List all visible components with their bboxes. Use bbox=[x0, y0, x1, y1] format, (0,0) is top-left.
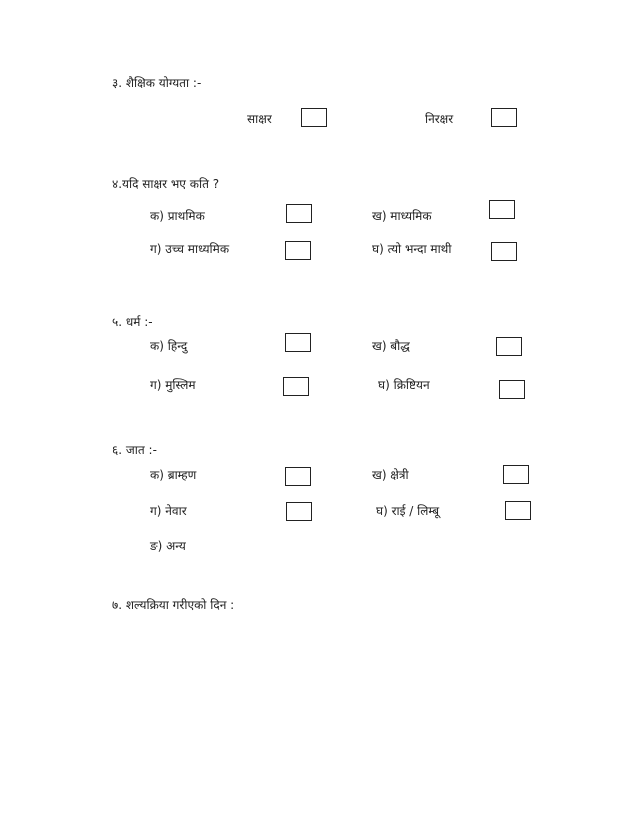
q3-literate-label: साक्षर bbox=[247, 112, 272, 126]
q4-higher-secondary-checkbox[interactable] bbox=[285, 241, 311, 260]
q3-illiterate-label: निरक्षर bbox=[425, 112, 454, 126]
q6-newar-label: ग) नेवार bbox=[150, 504, 187, 518]
q6-chhetri-label: ख) क्षेत्री bbox=[372, 468, 409, 482]
q5-christian-checkbox[interactable] bbox=[499, 380, 525, 399]
q6-other-label: ङ) अन्य bbox=[150, 539, 186, 553]
q3-illiterate-checkbox[interactable] bbox=[491, 108, 517, 127]
q6-brahmin-checkbox[interactable] bbox=[285, 467, 311, 486]
q5-hindu-label: क) हिन्दु bbox=[150, 339, 188, 353]
q5-buddhist-checkbox[interactable] bbox=[496, 337, 522, 356]
q4-above-checkbox[interactable] bbox=[491, 242, 517, 261]
q3-heading: ३. शैक्षिक योग्यता :- bbox=[112, 76, 202, 90]
q7-heading: ७. शल्यक्रिया गरीएको दिन : bbox=[112, 598, 235, 612]
q5-heading: ५. धर्म :- bbox=[112, 315, 153, 329]
q4-heading: ४.यदि साक्षर भए कति ? bbox=[112, 177, 220, 191]
q5-christian-label: घ) क्रिष्टियन bbox=[378, 378, 430, 392]
q4-primary-label: क) प्राथमिक bbox=[150, 209, 205, 223]
q4-secondary-checkbox[interactable] bbox=[489, 200, 515, 219]
q5-buddhist-label: ख) बौद्ध bbox=[372, 339, 410, 353]
q3-literate-checkbox[interactable] bbox=[301, 108, 327, 127]
q6-rai-limbu-checkbox[interactable] bbox=[505, 501, 531, 520]
q6-chhetri-checkbox[interactable] bbox=[503, 465, 529, 484]
q6-heading: ६. जात :- bbox=[112, 443, 157, 457]
q6-newar-checkbox[interactable] bbox=[286, 502, 312, 521]
q6-brahmin-label: क) ब्राम्हण bbox=[150, 468, 197, 482]
q6-rai-limbu-label: घ) राई / लिम्बू bbox=[376, 504, 440, 518]
q4-above-label: घ) त्यो भन्दा माथी bbox=[372, 242, 452, 256]
q4-primary-checkbox[interactable] bbox=[286, 204, 312, 223]
q5-muslim-label: ग) मुस्लिम bbox=[150, 378, 196, 392]
q4-secondary-label: ख) माध्यमिक bbox=[372, 209, 432, 223]
q4-higher-secondary-label: ग) उच्च माध्यमिक bbox=[150, 242, 230, 256]
q5-hindu-checkbox[interactable] bbox=[285, 333, 311, 352]
q5-muslim-checkbox[interactable] bbox=[283, 377, 309, 396]
